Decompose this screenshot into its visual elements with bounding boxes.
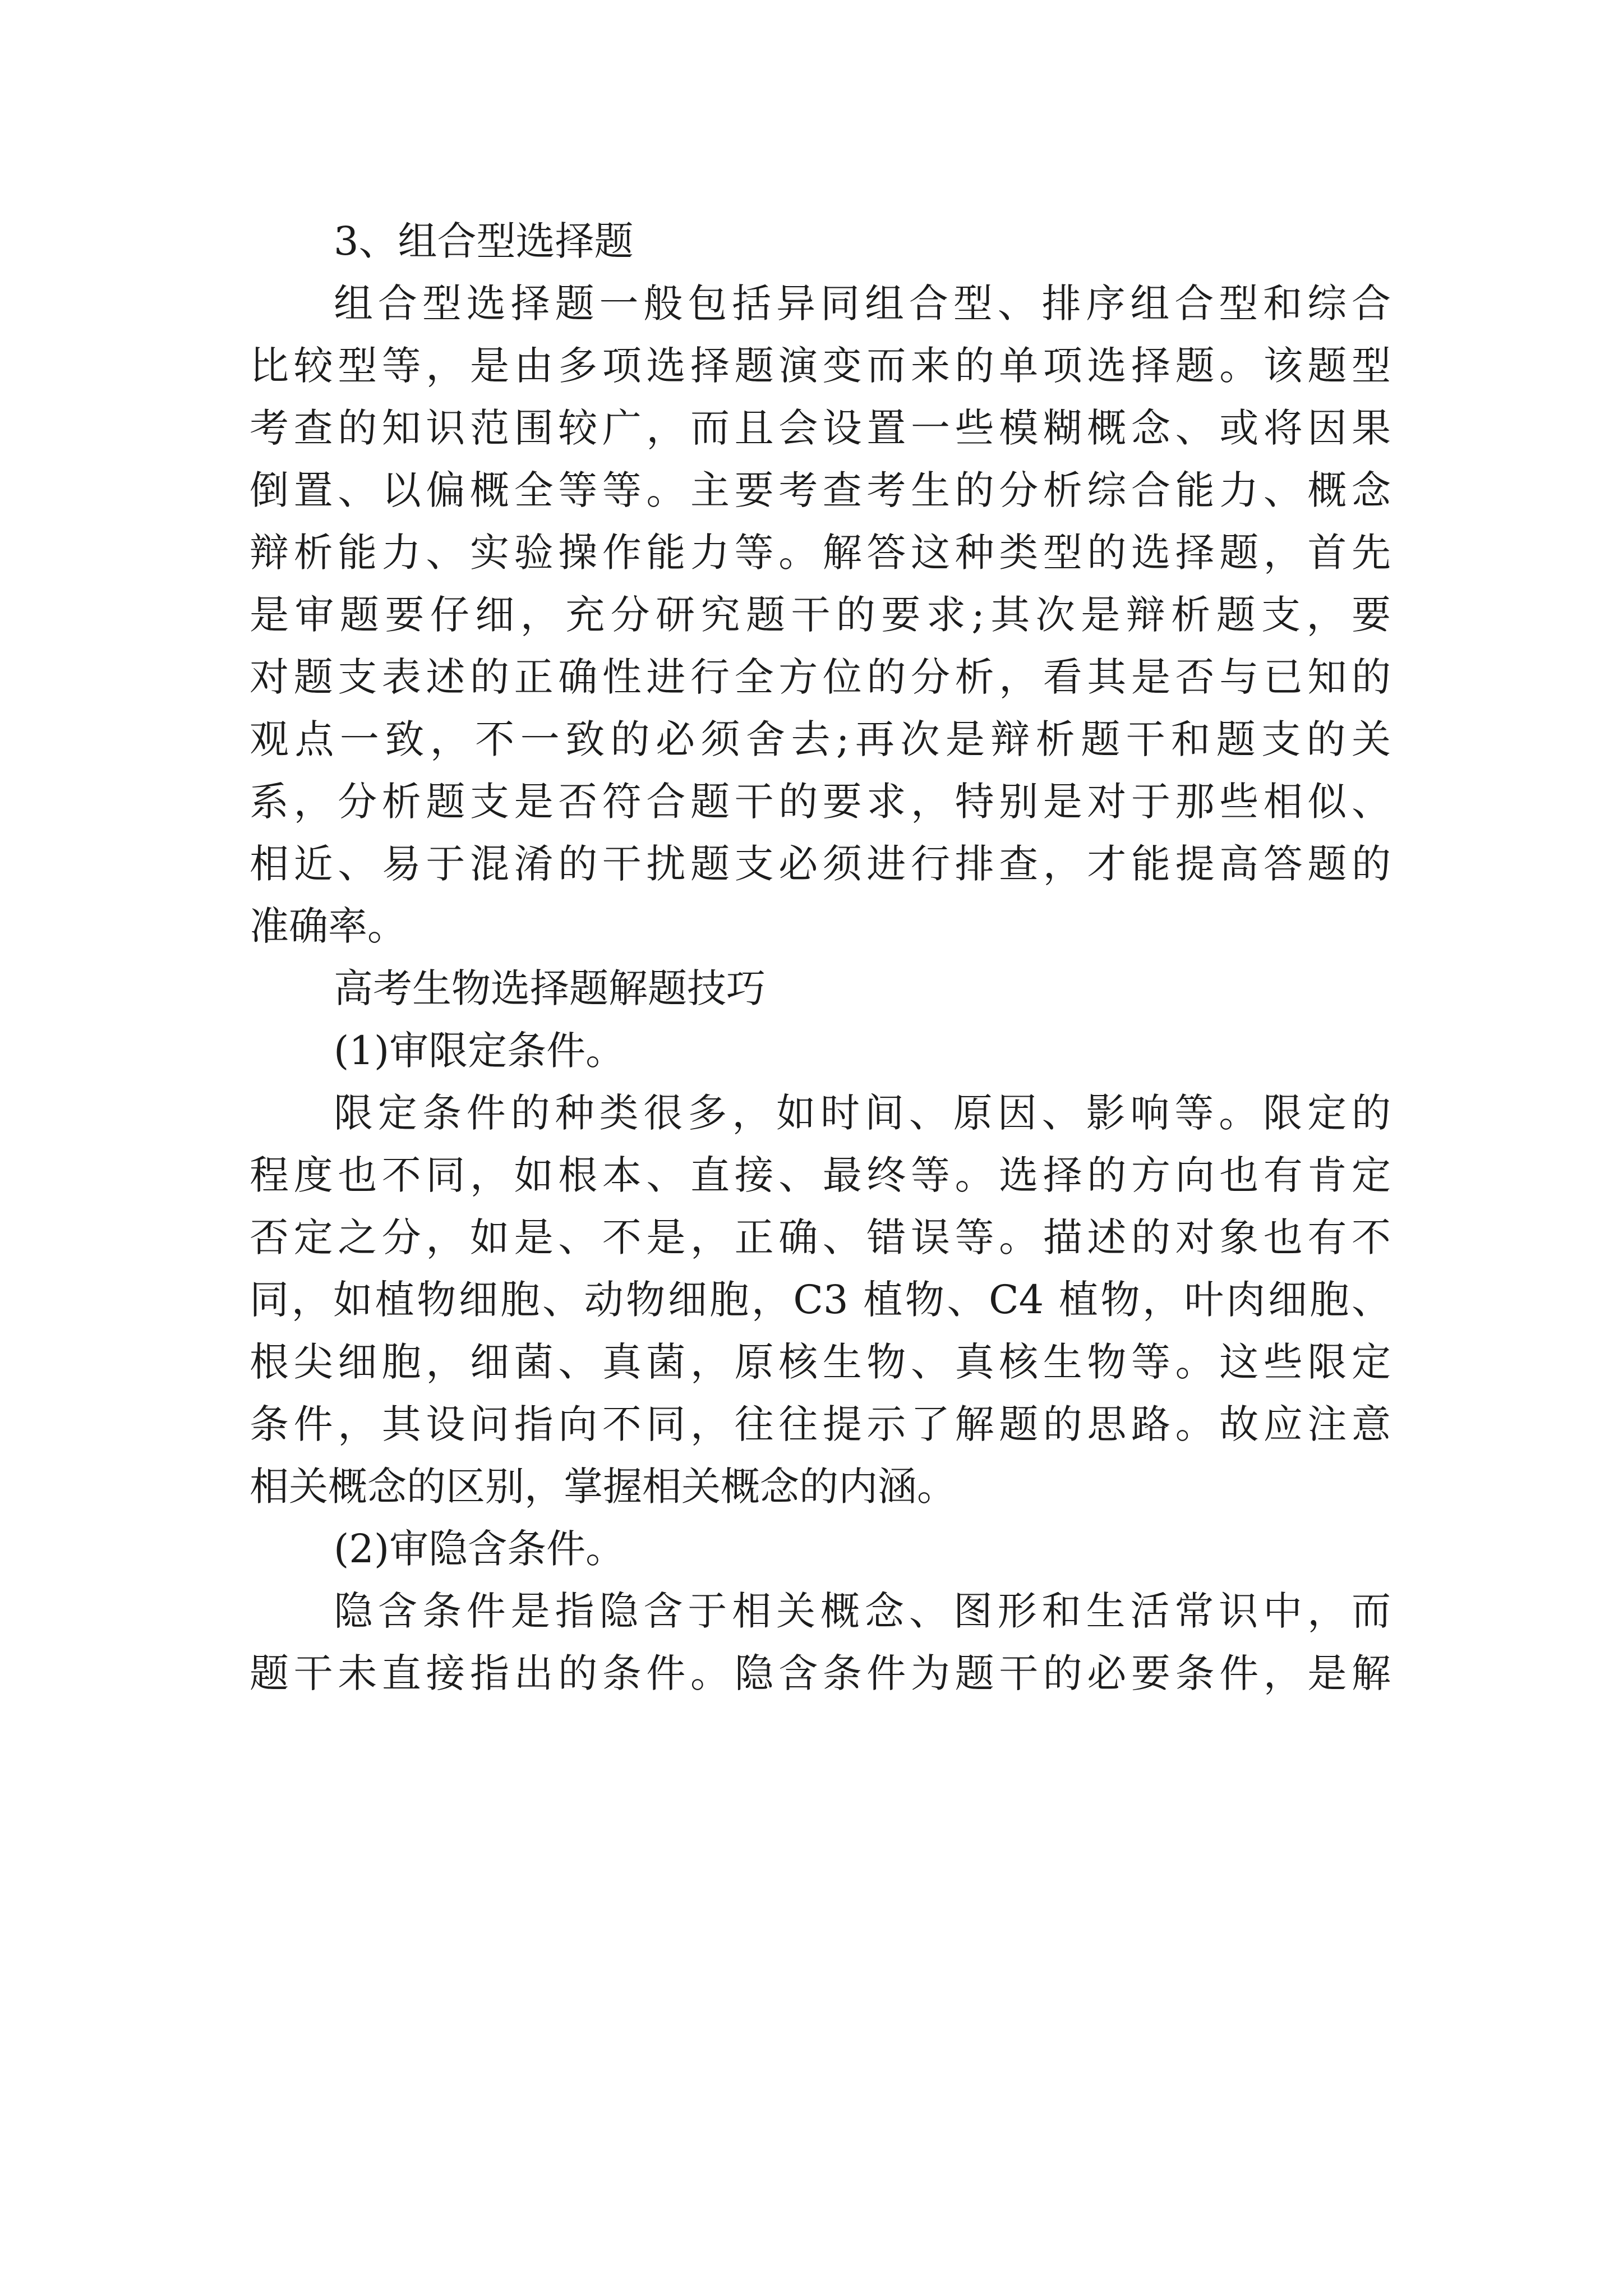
paragraph-line: 否定之分，如是、不是，正确、错误等。描述的对象也有不	[250, 1214, 1391, 1260]
paragraph-line: 相近、易于混淆的干扰题支必须进行排查，才能提高答题的	[250, 841, 1391, 887]
paragraph-line: 根尖细胞，细菌、真菌，原核生物、真核生物等。这些限定	[250, 1339, 1391, 1385]
paragraph-line: 是审题要仔细，充分研究题干的要求;其次是辩析题支，要	[250, 592, 1391, 638]
paragraph-line: 相关概念的区别，掌握相关概念的内涵。	[250, 1464, 956, 1510]
section-heading: 3、组合型选择题	[334, 218, 634, 264]
paragraph-line: 限定条件的种类很多，如时间、原因、影响等。限定的	[334, 1090, 1391, 1136]
paragraph-line: 倒置、以偏概全等等。主要考查考生的分析综合能力、概念	[250, 467, 1391, 513]
paragraph-line: 考查的知识范围较广，而且会设置一些模糊概念、或将因果	[250, 405, 1391, 451]
section-heading: 高考生物选择题解题技巧	[334, 965, 766, 1011]
paragraph-line: 比较型等，是由多项选择题演变而来的单项选择题。该题型	[250, 343, 1391, 389]
paragraph-line: 程度也不同，如根本、直接、最终等。选择的方向也有肯定	[250, 1152, 1391, 1198]
paragraph-line: 题干未直接指出的条件。隐含条件为题干的必要条件，是解	[250, 1650, 1391, 1696]
paragraph-line: 观点一致，不一致的必须舍去;再次是辩析题干和题支的关	[250, 716, 1391, 762]
paragraph-line: 辩析能力、实验操作能力等。解答这种类型的选择题，首先	[250, 530, 1391, 576]
subsection-heading: (2)审隐含条件。	[334, 1526, 625, 1572]
paragraph-line: 对题支表述的正确性进行全方位的分析，看其是否与已知的	[250, 654, 1391, 700]
paragraph-line: 同，如植物细胞、动物细胞，C3 植物、C4 植物，叶肉细胞、	[250, 1277, 1391, 1323]
document-body	[250, 210, 1391, 1705]
paragraph-line: 条件，其设问指向不同，往往提示了解题的思路。故应注意	[250, 1401, 1391, 1447]
paragraph-line: 准确率。	[250, 903, 407, 949]
paragraph-line: 系，分析题支是否符合题干的要求，特别是对于那些相似、	[250, 779, 1391, 825]
paragraph-line: 组合型选择题一般包括异同组合型、排序组合型和综合	[334, 280, 1391, 326]
subsection-heading: (1)审限定条件。	[334, 1028, 625, 1074]
paragraph-line: 隐含条件是指隐含于相关概念、图形和生活常识中，而	[334, 1588, 1391, 1634]
